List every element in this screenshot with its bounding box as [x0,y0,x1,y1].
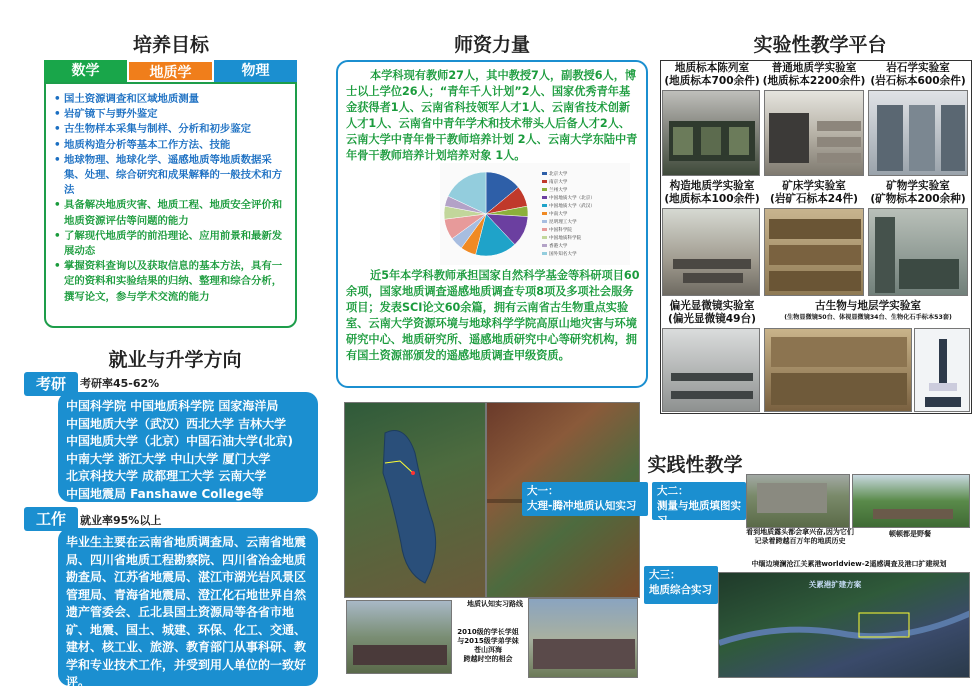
grad-rate: 考研率45-62% [80,377,160,390]
pie-legend-item [542,195,595,201]
training-goals-box [44,82,297,328]
lab-photo-structural-geology [662,208,760,296]
lab-detail: (地质标本700余件) [664,75,760,87]
legend-label: 香港大学 [549,244,568,249]
remote-inner-label: 关累港扩建方案 [808,580,862,589]
legend-swatch [542,180,547,183]
goal-item: • 具备解决地质灾害、地质工程、地质安全评价和地质资源评估等问题的能力 [54,198,289,228]
route-caption: 地质认知实习路线 [467,600,523,608]
faculty-pie-chart [440,163,630,265]
legend-swatch [542,220,547,223]
lab-photo-petrology [868,90,968,176]
group-photo-caption: 2010级的学长学姐 与2015级学弟学妹 苍山洱海 跨越时空的相会 [457,628,519,663]
lab-label [662,180,762,206]
pie-legend-item [542,187,567,193]
lab-photo-polarizing-microscope [662,328,760,412]
pie-legend-item [542,251,577,257]
faculty-title: 师资力量 [453,34,530,56]
satellite-map [344,402,486,598]
lab-detail: (岩矿石标本24件) [770,193,858,205]
lab-name: 岩石学实验室 [886,62,950,74]
legend-label: 兰州大学 [549,188,568,193]
group-photo-erhai [528,598,638,678]
grad-tag: 考研 [24,372,78,396]
pie-legend-item [542,235,581,241]
tab-physics[interactable]: 物理 [214,60,297,82]
tab-math[interactable]: 数学 [44,60,127,82]
lab-label [866,180,970,206]
lab-photo-general-geology [764,90,864,176]
microscope-image [914,328,970,412]
outcrop-photo [746,474,850,528]
work-tag: 工作 [24,507,78,531]
legend-label: 中国地质大学（北京） [549,196,595,201]
pie-legend-item [542,203,595,209]
lab-name: 普通地质学实验室 [771,62,857,74]
lab-photo-mineral-deposit [764,208,864,296]
goal-item: • 掌握资料查询以及获取信息的基本方法，具有一定的资料和实验结果的归纳、整理和综合分析，撰写论文，参与学术交流的能力 [54,259,289,305]
tab-geology[interactable]: 地质学 [127,60,214,82]
legend-label: 中国地质大学（武汉） [549,204,595,209]
lab-photo-mineralogy [868,208,968,296]
lab-label [766,300,970,323]
pie-legend-item [542,219,577,225]
legend-label: 中南大学 [549,212,568,217]
legend-label: 国外知名大学 [549,252,577,257]
lab-detail: (生物显微镜50台、体视显微镜34台、生物化石手标本53套) [784,314,952,321]
lab-name: 古生物与地层学实验室 [815,300,921,312]
outcrop-caption: 看到地质露头都会拿兴奋,因为它们记录着跨越百万年的地质历史 [746,528,854,545]
legend-label: 中国科学院 [549,228,572,233]
grad-line: 中国地质大学（武汉）西北大学 吉林大学 [66,416,287,431]
legend-swatch [542,252,547,255]
pie-legend-item [542,171,567,177]
year3-label: 大三： 地质综合实习 [644,566,718,604]
legend-label: 中国地质科学院 [549,236,582,241]
legend-swatch [542,244,547,247]
lab-detail: (矿物标本200余种) [870,193,966,205]
lab-name: 偏光显微镜实验室 [669,300,755,312]
grad-line: 中国地震局 Fanshawe College等 [66,486,264,501]
year2-label: 大二： 测量与地质填图实习 [652,482,746,520]
grad-line: 中南大学 浙江大学 中山大学 厦门大学 [66,451,271,466]
legend-label: 北京大学 [549,172,568,177]
lab-label [762,62,866,88]
legend-label: 昆明理工大学 [549,220,577,225]
pie-svg [440,163,630,265]
legend-swatch [542,188,547,191]
subject-tabs [44,60,297,82]
training-title: 培养目标 [132,34,209,56]
year1-label: 大一： 大理-腾冲地质认知实习 [522,482,648,516]
legend-swatch [542,196,547,199]
lab-photo-paleontology [764,328,912,412]
lab-photo-display-room [662,90,760,176]
remote-sensing-caption: 中缅边境澜沧江关累港worldview-2遥感调查及港口扩建规划 [751,560,947,568]
work-destinations-box [58,528,318,689]
lab-detail: (地质标本100余件) [664,193,760,205]
work-rate: 就业率95%以上 [80,514,162,527]
pie-legend-item [542,179,567,185]
group-photo-outdoor [346,600,452,674]
lab-label [866,62,970,88]
lab-detail: (岩石标本600余件) [870,75,966,87]
lab-detail: (偏光显微镜49台) [668,313,756,325]
employment-title: 就业与升学方向 [108,349,242,371]
goal-item: • 岩矿镜下与野外鉴定 [54,107,289,122]
lab-name: 构造地质学实验室 [669,180,755,192]
legend-swatch [542,212,547,215]
legend-swatch [542,204,547,207]
legend-label: 南京大学 [549,180,568,185]
goal-item: • 了解现代地质学的前沿理论、应用前景和最新发展动态 [54,229,289,259]
picnic-photo [852,474,970,528]
pie-legend-item [542,211,567,217]
lab-name: 矿物学实验室 [886,180,950,192]
field-title: 实践性教学 [647,454,743,476]
grad-line: 中国科学院 中国地质科学院 国家海洋局 [66,399,279,413]
lab-label [662,62,762,88]
lab-label [662,300,762,326]
lab-name: 矿床学实验室 [782,180,846,192]
work-text: 毕业生主要在云南省地质调查局、云南省地震局、四川省地质工程勘察院、四川省冶金地质勘查局、江苏省地震局、湛江市湖光岩风景区管理局、青海省地震局、澄江化石地世界自然遗产管委会、丘北县国土资源局等各省市地矿、地震、国土、城建、环保、化工、交通、建材、核工业、旅游、教育部门从事科研、教学和专业技术工作，并受到用人单位的一致好评。 [66,535,307,689]
picnic-caption: 顿顿都是野餐 [889,530,931,538]
goal-item: • 地球物理、地球化学、遥感地质等地质数据采集、处理、综合研究和成果解释的一般技术和方法 [54,153,289,199]
grad-line: 北京科技大学 成都理工大学 云南大学 [66,469,267,483]
pie-legend-item [542,243,567,249]
grad-destinations-box [58,392,318,502]
lab-label [762,180,866,206]
faculty-para2: 近5年本学科教师承担国家自然科学基金等科研项目60余项，国家地质调查遥感地质调查专项8项及多项社会服务项目；发表SCI论文60余篇，拥有云南省古生物重点实验室、云南大学资源环境与地球科学学院高原山地灾害与环境研究中心、地质研究所、遥感地质研究中心等研究机构，拥有国土资源部颁发的遥感地质调查甲级资质。 [346,269,640,362]
pie-legend-item [542,227,572,233]
legend-swatch [542,172,547,175]
legend-swatch [542,236,547,239]
goal-item: • 古生物样本采集与制样、分析和初步鉴定 [54,122,289,137]
lab-detail: (地质标本2200余件) [762,75,866,87]
labs-title: 实验性教学平台 [753,34,887,56]
grad-line: 中国地质大学（北京）中国石油大学(北京) [66,434,293,448]
lab-name: 地质标本陈列室 [674,62,750,74]
goal-item: • 地质构造分析等基本工作方法、技能 [54,138,289,153]
faculty-para1: 本学科现有教师27人，其中教授7人，副教授6人，博士以上学位26人；“青年千人计划”2人、国家优秀青年基金获得者1人、云南省科技领军人才1人、云南省技术创新人才1人、云南省中青年学术和技术带头人后备人才2人、云南大学中青年骨干教师培养计划 2人、云南大学东陆中青年骨干教师培养计划培养对象 1人。 [346,69,638,162]
legend-swatch [542,228,547,231]
goal-item: • 国土资源调查和区域地质测量 [54,92,289,107]
